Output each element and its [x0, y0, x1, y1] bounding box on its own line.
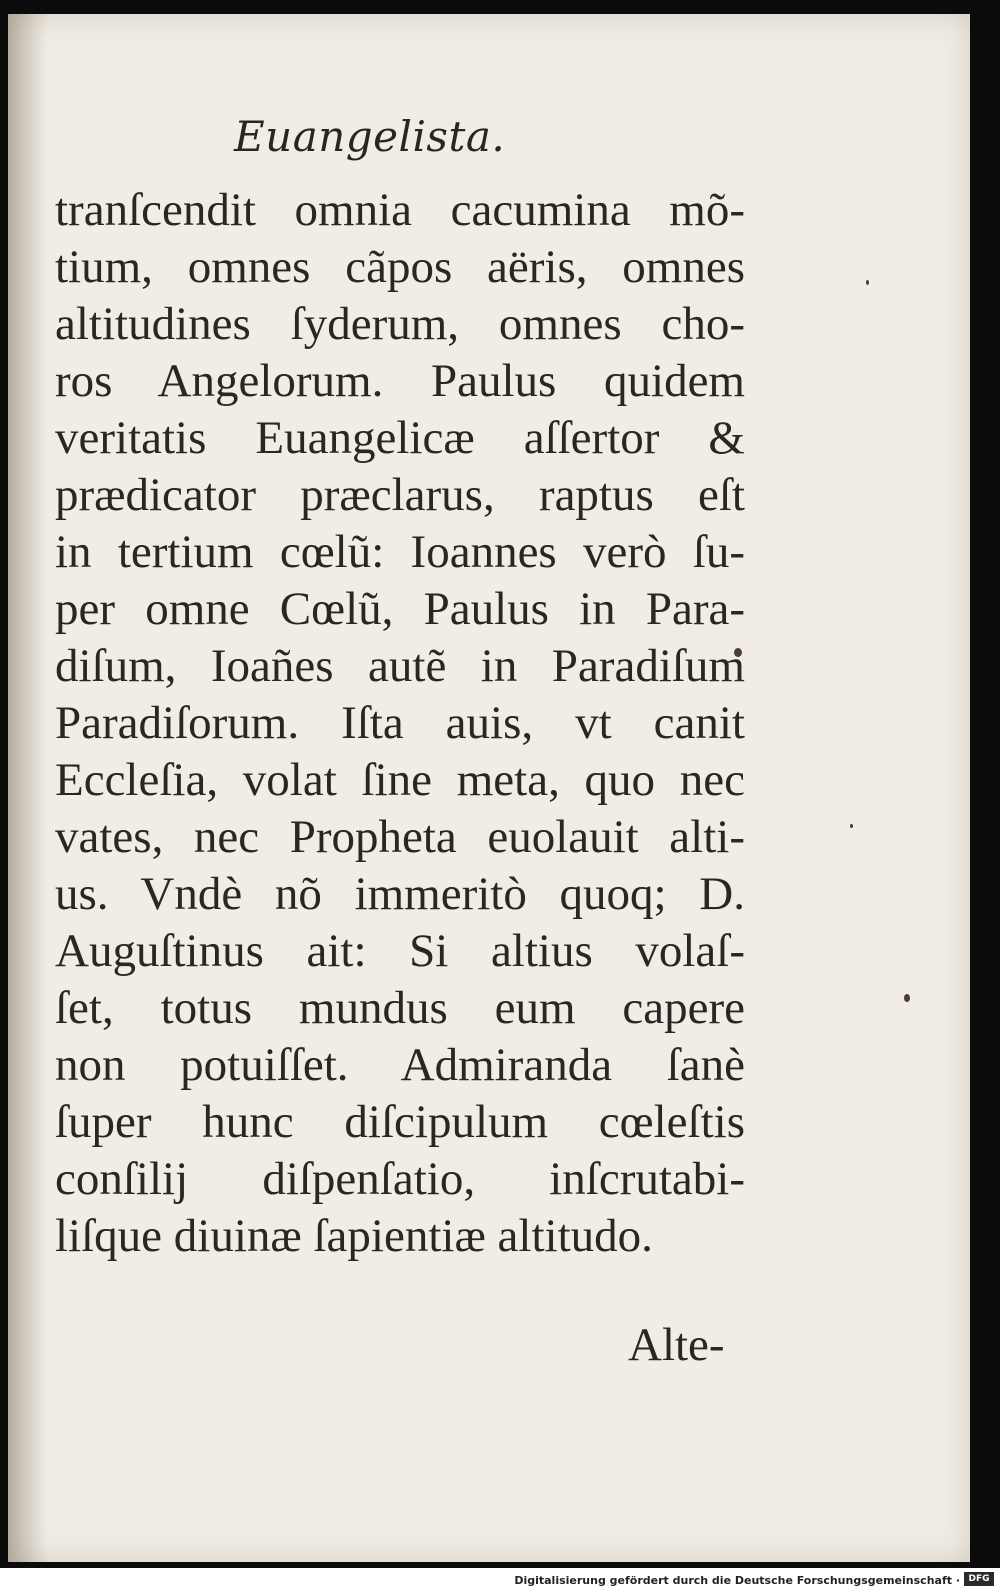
text-line: tium, omnes cãpos aëris, omnes	[55, 241, 745, 293]
text-line: veritatis Euangelicæ aſſertor &	[55, 412, 745, 464]
running-head: Euangelista.	[234, 112, 506, 161]
text-line: ros Angelorum. Paulus quidem	[55, 355, 745, 407]
text-line: vates, nec Propheta euolauit alti-	[55, 811, 745, 863]
dfg-logo-icon: DFG	[964, 1572, 994, 1586]
catchword: Alte-	[628, 1319, 725, 1371]
text-line: tranſcendit omnia cacumina mõ-	[55, 184, 745, 236]
text-line: Auguſtinus ait: Si altius volaſ-	[55, 925, 745, 977]
text-line: ſuper hunc diſcipulum cœleſtis	[55, 1096, 745, 1148]
text-line: Eccleſia, volat ſine meta, quo nec	[55, 754, 745, 806]
ink-spot	[850, 824, 853, 828]
text-line: liſque diuinæ ſapientiæ altitudo.	[55, 1210, 653, 1262]
text-line: ſet, totus mundus eum capere	[55, 982, 745, 1034]
text-line: diſum, Ioañes autẽ in Paradiſum	[55, 640, 745, 692]
text-line: non potuiſſet. Admiranda ſanè	[55, 1039, 745, 1091]
text-line: per omne Cœlũ, Paulus in Para-	[55, 583, 745, 635]
text-line: in tertium cœlũ: Ioannes verò ſu-	[55, 526, 745, 578]
ink-spot	[866, 280, 869, 285]
text-line: prædicator præclarus, raptus eſt	[55, 469, 745, 521]
ink-spot	[904, 994, 910, 1002]
text-line: Paradiſorum. Iſta auis, vt canit	[55, 697, 745, 749]
text-line: conſilij diſpenſatio, inſcrutabi-	[55, 1153, 745, 1205]
text-line: altitudines ſyderum, omnes cho-	[55, 298, 745, 350]
text-line: us. Vndè nõ immeritò quoq; D.	[55, 868, 745, 920]
body-text	[55, 182, 745, 1265]
digitization-credit: Digitalisierung gefördert durch die Deutsche Forschungsgemeinschaft ·	[514, 1574, 960, 1587]
